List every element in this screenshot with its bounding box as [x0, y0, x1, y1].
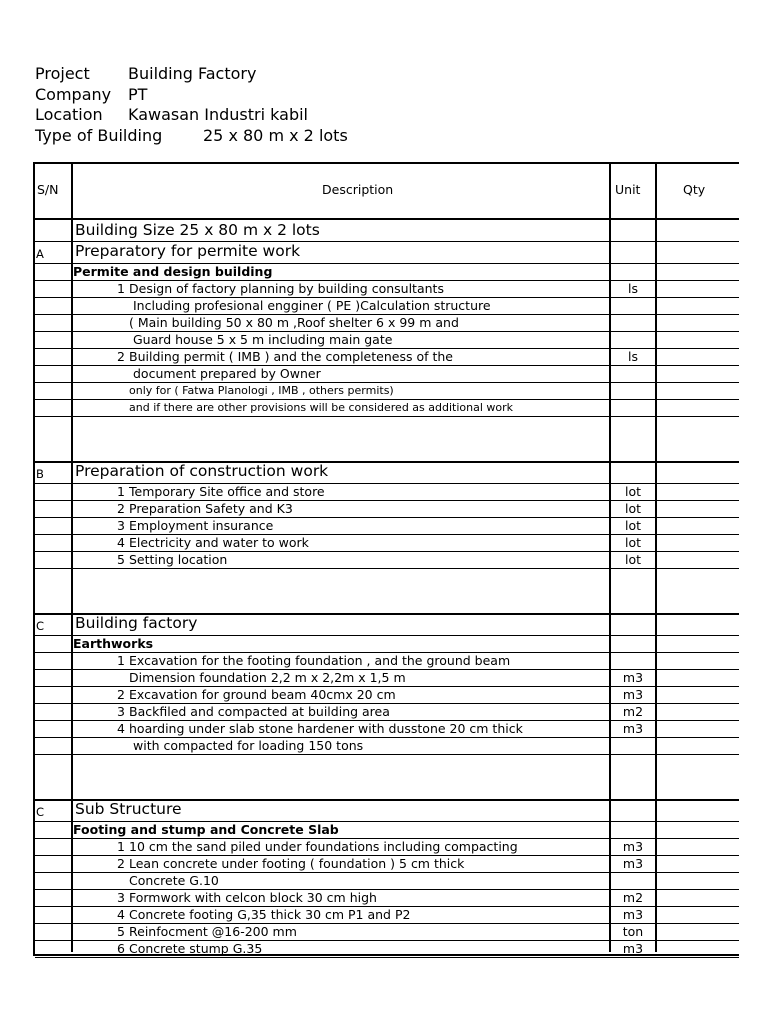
unit-cell: lot [624, 535, 642, 550]
section-title: Preparatory for permite work [75, 242, 301, 260]
unit-cell: m3 [622, 687, 644, 702]
section-subtitle: Earthworks [73, 636, 154, 651]
line-description: Building permit ( IMB ) and the completeness of the [129, 349, 453, 364]
location-label: Location [35, 105, 103, 124]
line-description: Guard house 5 x 5 m including main gate [133, 332, 393, 347]
row-border [35, 399, 739, 400]
type-label: Type of Building [35, 125, 163, 145]
line-number: 2 [117, 856, 125, 871]
line-number: 1 [117, 281, 125, 296]
unit-cell: ls [628, 281, 638, 296]
line-number: 5 [117, 552, 125, 567]
unit-cell: m3 [622, 907, 644, 922]
line-description: ( Main building 50 x 80 m ,Roof shelter 6 x 99 m and [129, 315, 459, 330]
line-description: Employment insurance [129, 518, 274, 533]
col-divider-qty [655, 164, 657, 952]
line-description: and if there are other provisions will be considered as additional work [129, 401, 514, 414]
line-number: 5 [117, 924, 125, 939]
document-header [35, 64, 348, 146]
location-value: Kawasan Industri kabil [128, 105, 308, 124]
unit-cell: ls [628, 349, 638, 364]
section-code: B [36, 467, 44, 481]
line-number: 4 [117, 907, 125, 922]
line-number: 3 [117, 704, 125, 719]
section-code: C [36, 619, 45, 633]
location-row [35, 105, 348, 126]
unit-cell: lot [624, 518, 642, 533]
line-description: Dimension foundation 2,2 m x 2,2m x 1,5 m [129, 670, 406, 685]
line-number: 2 [117, 349, 125, 364]
unit-cell: lot [624, 501, 642, 516]
line-description: only for ( Fatwa Planologi , IMB , others permits) [129, 384, 394, 397]
line-description: Temporary Site office and store [129, 484, 325, 499]
section-code: C [36, 805, 45, 819]
section-title: Preparation of construction work [75, 462, 329, 480]
row-border [35, 957, 739, 958]
line-number: 3 [117, 518, 125, 533]
unit-cell: m3 [622, 839, 644, 854]
line-description: Reinfocment @16-200 mm [129, 924, 297, 939]
line-description: Concrete stump G.35 [129, 941, 263, 956]
row-border [35, 382, 739, 383]
boq-table [33, 162, 739, 956]
line-description: Lean concrete under footing ( foundation ) 5 cm thick [129, 856, 465, 871]
line-number: 6 [117, 941, 125, 956]
line-number: 4 [117, 721, 125, 736]
type-row [35, 126, 348, 147]
row-border [35, 754, 739, 755]
header-qty: Qty [683, 182, 706, 197]
header-bottom-border [35, 218, 739, 220]
line-description: 10 cm the sand piled under foundations including compacting [129, 839, 518, 854]
line-description: Excavation for the footing foundation , and the ground beam [129, 653, 511, 668]
line-description: with compacted for loading 150 tons [133, 738, 364, 753]
section-subtitle: Footing and stump and Concrete Slab [73, 822, 339, 837]
building-size-title: Building Size 25 x 80 m x 2 lots [75, 221, 320, 239]
section-title: Building factory [75, 614, 198, 632]
unit-cell: m3 [622, 670, 644, 685]
line-description: Backfiled and compacted at building area [129, 704, 390, 719]
line-number: 1 [117, 839, 125, 854]
line-description: Concrete G.10 [129, 873, 219, 888]
line-description: Setting location [129, 552, 228, 567]
unit-cell: m2 [622, 890, 644, 905]
unit-cell: lot [624, 552, 642, 567]
project-label: Project [35, 64, 90, 83]
line-description: hoarding under slab stone hardener with dusstone 20 cm thick [129, 721, 523, 736]
company-row [35, 85, 348, 106]
line-description: Excavation for ground beam 40cmx 20 cm [129, 687, 396, 702]
section-subtitle: Permite and design building [73, 264, 273, 279]
line-description: Preparation Safety and K3 [129, 501, 293, 516]
line-number: 4 [117, 535, 125, 550]
header-unit: Unit [615, 182, 641, 197]
unit-cell: lot [624, 484, 642, 499]
line-number: 1 [117, 484, 125, 499]
line-description: Concrete footing G,35 thick 30 cm P1 and P2 [129, 907, 411, 922]
company-label: Company [35, 84, 112, 104]
line-description: Formwork with celcon block 30 cm high [129, 890, 377, 905]
line-description: Including profesional engginer ( PE )Calculation structure [133, 298, 491, 313]
section-code: A [36, 247, 44, 261]
section-title: Sub Structure [75, 800, 182, 818]
type-value: 25 x 80 m x 2 lots [203, 125, 348, 145]
line-number: 1 [117, 653, 125, 668]
line-number: 2 [117, 501, 125, 516]
project-row [35, 64, 348, 85]
line-description: Electricity and water to work [129, 535, 309, 550]
line-description: Design of factory planning by building consultants [129, 281, 444, 296]
unit-cell: m3 [622, 856, 644, 871]
header-sn: S/N [37, 182, 59, 197]
unit-cell: m3 [622, 721, 644, 736]
unit-cell: ton [622, 924, 644, 939]
line-number: 2 [117, 687, 125, 702]
company-value: PT [128, 84, 148, 104]
unit-cell: m3 [622, 941, 644, 956]
header-description: Description [322, 182, 394, 197]
row-border [35, 568, 739, 569]
line-description: document prepared by Owner [133, 366, 321, 381]
row-border [35, 416, 739, 417]
project-value: Building Factory [128, 64, 257, 83]
line-number: 3 [117, 890, 125, 905]
unit-cell: m2 [622, 704, 644, 719]
